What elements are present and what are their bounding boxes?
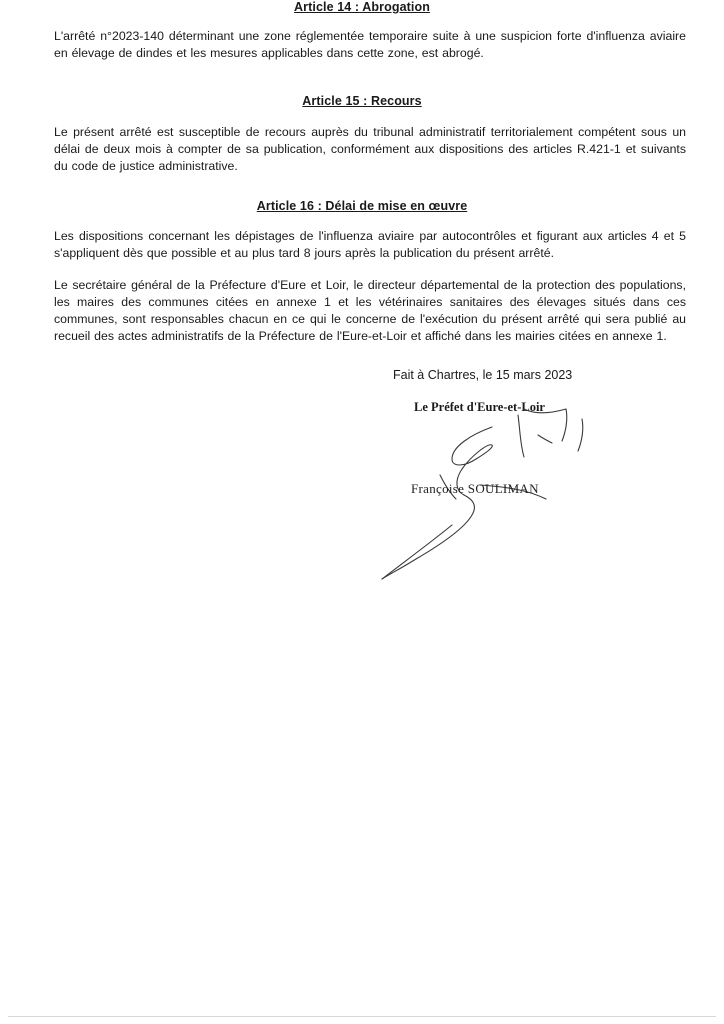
article-14-title: Article 14 : Abrogation — [294, 0, 430, 14]
article-16-text-1: Les dispositions concernant les dépistages de l'influenza aviaire par autocontrôles et figurant aux articles 4 et 5 s'appliquent dès que possible et au plus tard 8 jours après la publication du présent arrêté. — [54, 229, 686, 260]
place-date: Fait à Chartres, le 15 mars 2023 — [393, 368, 573, 382]
page-edge-line — [8, 1016, 716, 1017]
article-15-text: Le présent arrêté est susceptible de recours auprès du tribunal administratif territorialement compétent sous un délai de deux mois à compter de sa publication, conformément aux dispositions des articles R.421-1 et suivants du code de justice administrative. — [54, 125, 686, 173]
article-14-text: L'arrêté n°2023-140 déterminant une zone réglementée temporaire suite à une suspicion forte d'influenza aviaire en élevage de dindes et les mesures applicables dans cette zone, est abrogé. — [54, 29, 686, 60]
article-15-title: Article 15 : Recours — [302, 94, 422, 108]
signer-title: Le Préfet d'Eure-et-Loir — [414, 400, 545, 414]
article-16-title: Article 16 : Délai de mise en œuvre — [256, 199, 468, 213]
article-16-text-2: Le secrétaire général de la Préfecture d'Eure et Loir, le directeur départemental de la protection des populations, les maires des communes citées en annexe 1 et les vétérinaires sanitaires des élevages situés dans ces communes, sont responsables chacun en ce qui le concerne de l'exécution du présent arrêté qui sera publié au recueil des actes administratifs de la Préfecture de l'Eure-et-Loir et affiché dans les mairies citées en annexe 1. — [54, 278, 686, 343]
signer-name: Françoise SOULIMAN — [411, 481, 539, 496]
